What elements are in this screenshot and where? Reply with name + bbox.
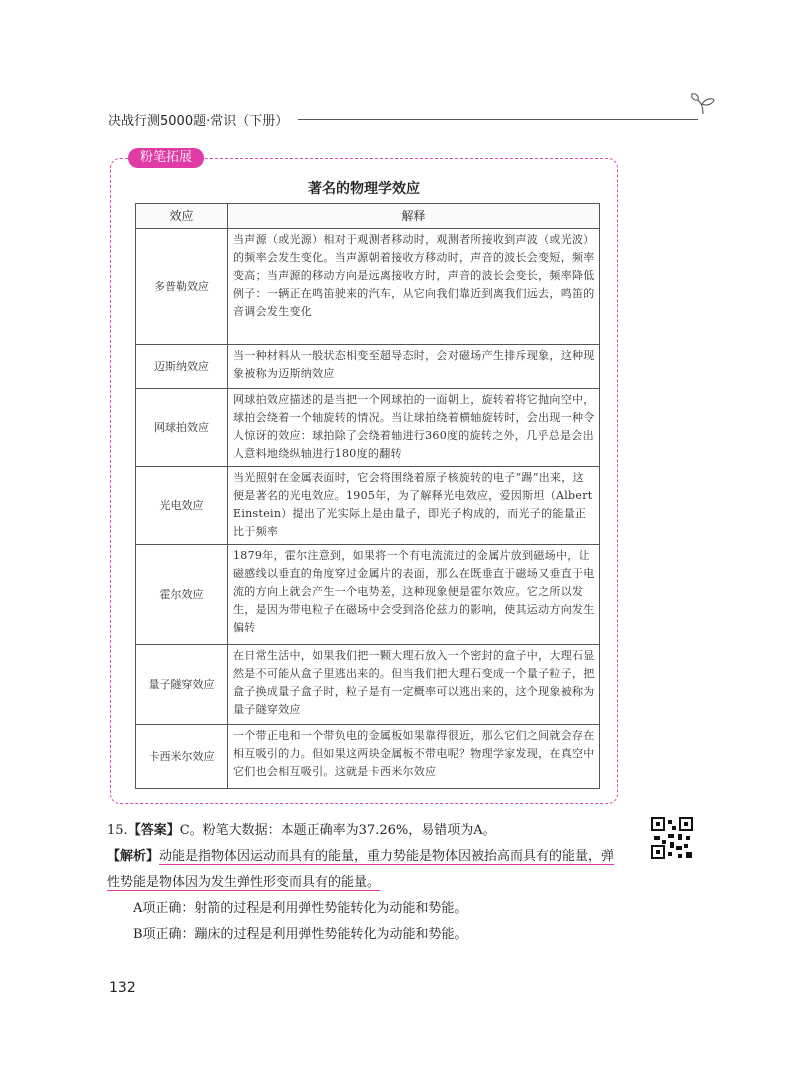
table-row	[136, 345, 600, 389]
effect-description: 当一种材料从一般状态相变至超导态时，会对磁场产生排斥现象，这种现象被称为迈斯纳效应	[228, 345, 600, 389]
effect-description: 网球拍效应描述的是当把一个网球拍的一面朝上，旋转着将它抛向空中，球拍会绕着一个轴旋转的情况。当让球拍绕着横轴旋转时，会出现一种令人惊讶的效应：球拍除了会绕着轴进行360度的旋转之外，几乎总是会出人意料地绕纵轴进行180度的翻转	[228, 389, 600, 467]
page-header	[108, 110, 708, 140]
effect-description: 一个带正电和一个带负电的金属板如果靠得很近，那么它们之间就会存在相互吸引的力。但如果这两块金属板不带电呢？物理学家发现，在真空中它们也会相互吸引。这就是卡西米尔效应	[228, 725, 600, 789]
table-row	[136, 467, 600, 545]
leaf-sprout-icon	[690, 92, 716, 116]
book-title: 决战行测5000题·常识（下册）	[108, 114, 289, 129]
physics-effects-table	[135, 203, 600, 789]
analysis-paragraph	[107, 844, 627, 896]
effect-name: 迈斯纳效应	[136, 345, 228, 389]
column-header-effect: 效应	[136, 204, 228, 229]
effect-name: 量子隧穿效应	[136, 645, 228, 725]
effect-description: 在日常生活中，如果我们把一颗大理石放入一个密封的盒子中，大理石显然是不可能从盒子里逃出来的。但当我们把大理石变成一个量子粒子，把盒子换成量子盒子时，粒子是有一定概率可以逃出来的，这个现象被称为量子隧穿效应	[228, 645, 600, 725]
effect-description: 1879年，霍尔注意到，如果将一个有电流流过的金属片放到磁场中，让磁感线以垂直的角度穿过金属片的表面，那么在既垂直于磁场又垂直于电流的方向上就会产生一个电势差，这种现象便是霍尔效应。它之所以发生，是因为带电粒子在磁场中会受到洛伦兹力的影响，使其运动方向发生偏转	[228, 545, 600, 645]
question-number: 15.	[107, 823, 128, 838]
effect-name: 多普勒效应	[136, 229, 228, 345]
answer-text: C。粉笔大数据：本题正确率为37.26%，易错项为A。	[179, 823, 496, 838]
table-header-row	[136, 204, 600, 229]
extension-tag: 粉笔拓展	[128, 148, 204, 168]
effect-name: 卡西米尔效应	[136, 725, 228, 789]
effect-name: 网球拍效应	[136, 389, 228, 467]
table-row	[136, 545, 600, 645]
effect-description: 当光照射在金属表面时，它会将围绕着原子核旋转的电子“踢”出来，这便是著名的光电效应。1905年，为了解释光电效应，爱因斯坦（Albert Einstein）提出了光实际上是由量子，即光子构成的，而光子的能量正比于频率	[228, 467, 600, 545]
option-b-text: B项正确：蹦床的过程是利用弹性势能转化为动能和势能。	[133, 927, 468, 942]
option-a-text: A项正确：射箭的过程是利用弹性势能转化为动能和势能。	[133, 901, 468, 916]
table-row	[136, 725, 600, 789]
answer-label: 【答案】	[127, 823, 180, 838]
table-row	[136, 389, 600, 467]
answer-section	[107, 818, 627, 948]
analysis-label: 【解析】	[107, 849, 160, 864]
answer-line	[107, 818, 627, 844]
analysis-text: 动能是指物体因运动而具有的能量，重力势能是物体因被抬高而具有的能量，弹性势能是物体因为发生弹性形变而具有的能量。	[107, 849, 615, 890]
effect-description: 当声源（或光源）相对于观测者移动时，观测者所接收到声波（或光波）的频率会发生变化。当声源朝着接收方移动时，声音的波长会变短，频率变高；当声源的移动方向是远离接收方时，声音的波长会变长，频率降低 例子：一辆正在鸣笛驶来的汽车，从它向我们靠近到离我们远去，鸣笛的音调会发生变化	[228, 229, 600, 345]
effect-name: 霍尔效应	[136, 545, 228, 645]
table-row	[136, 229, 600, 345]
qr-code-icon	[650, 816, 694, 860]
header-rule	[298, 119, 698, 120]
effect-name: 光电效应	[136, 467, 228, 545]
table-row	[136, 645, 600, 725]
column-header-explanation: 解释	[228, 204, 600, 229]
table-title: 著名的物理学效应	[308, 181, 420, 197]
page-number: 132	[109, 980, 136, 996]
